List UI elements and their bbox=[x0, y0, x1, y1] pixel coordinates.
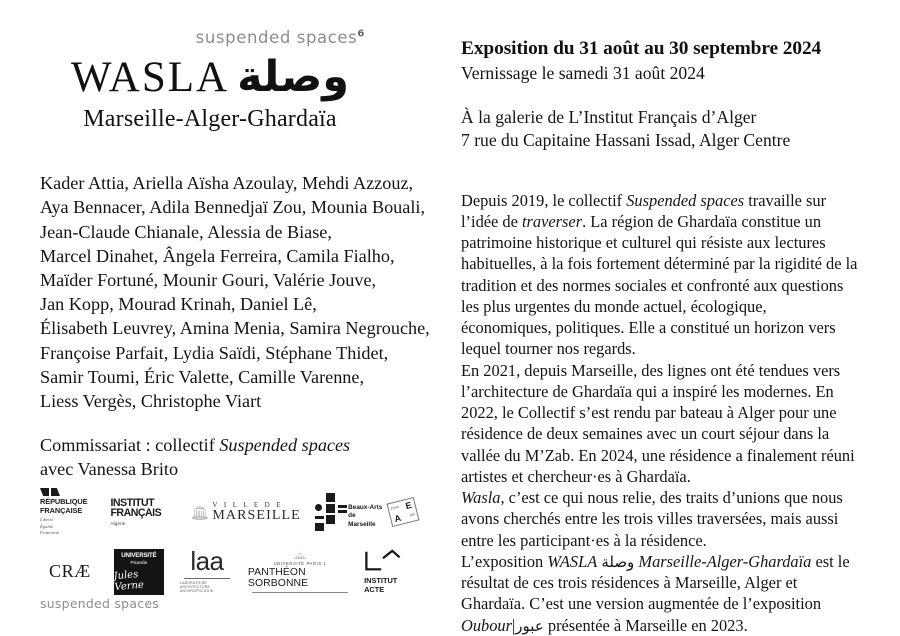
crae-logo bbox=[40, 561, 100, 582]
institut-acte-logo bbox=[364, 549, 420, 595]
p1-part-a: Depuis 2019, le collectif bbox=[461, 190, 627, 210]
p4-arabic-wasla: وصلة bbox=[601, 552, 635, 571]
pantheon-sorbonne-divider bbox=[252, 592, 348, 593]
p4-italic-oubour: Oubour bbox=[461, 615, 512, 635]
motto-liberte: Liberté bbox=[40, 517, 54, 523]
partner-logos-row-2 bbox=[40, 544, 420, 599]
title-line bbox=[45, 52, 375, 102]
suspended-spaces-footer-logo: suspended spaces bbox=[40, 596, 160, 611]
laa-text: laa bbox=[190, 546, 224, 577]
title-subtitle: Marseille-Alger-Ghardaïa bbox=[83, 106, 337, 133]
venue-line-2: 7 rue du Capitaine Hassani Issad, Alger Centre bbox=[461, 130, 791, 151]
motto-fraternite: Fraternité bbox=[40, 529, 59, 535]
laa-logo bbox=[179, 546, 234, 593]
partner-logos bbox=[40, 482, 420, 599]
artists-line: Élisabeth Leuvrey, Amina Menia, Samira Negrouche, bbox=[40, 318, 430, 339]
institut-francais-logo bbox=[110, 498, 170, 527]
partner-logos-row-1 bbox=[40, 482, 420, 542]
exhibition-description bbox=[461, 190, 861, 636]
esadmm-micro-2: MM bbox=[409, 512, 416, 518]
p4-part-b: est le résultat de ces trois résidences à Marseille, Alger et Ghardaïa. C’est une version augmentée de l’exposition bbox=[461, 551, 850, 614]
p4-italic-cities: Marseille-Alger-Ghardaïa bbox=[638, 551, 812, 571]
exhibition-dates: Exposition du 31 août au 30 septembre 2024 bbox=[461, 38, 822, 59]
artists-line: Jan Kopp, Mourad Krinah, Daniel Lê, bbox=[40, 294, 317, 315]
beaux-arts-line-1: Beaux-Arts bbox=[348, 504, 383, 512]
upjv-line-2: Picardie bbox=[130, 559, 148, 565]
esadmm-logo bbox=[387, 500, 420, 524]
curation-credit bbox=[40, 433, 440, 481]
artists-list bbox=[40, 171, 440, 413]
p4-italic-wasla-title: WASLA bbox=[547, 551, 598, 571]
curation-prefix: Commissariat : collectif bbox=[40, 435, 220, 456]
vernissage-date: Vernissage le samedi 31 août 2024 bbox=[461, 63, 705, 84]
esadmm-mark-icon bbox=[387, 497, 420, 527]
right-column bbox=[461, 36, 861, 636]
beaux-arts-grid-icon bbox=[315, 493, 345, 531]
pantheon-sorbonne-line-1: UNIVERSITÉ PARIS 1 bbox=[273, 560, 327, 566]
marseille-crest-icon bbox=[191, 497, 209, 527]
ville-de-marseille-line-1: V I L L E D E bbox=[212, 500, 283, 509]
institut-acte-line-2: ACTE bbox=[364, 585, 385, 594]
left-column bbox=[40, 28, 440, 482]
universite-picardie-jules-verne-logo bbox=[114, 549, 164, 595]
esadmm-micro-1: ESAD bbox=[390, 504, 401, 511]
esadmm-letter-a: A bbox=[393, 512, 403, 525]
republique-francaise-motto bbox=[40, 517, 59, 536]
institut-francais-country: Algérie bbox=[110, 521, 126, 527]
artists-line: Maïder Fortuné, Mounir Gouri, Valérie Jouve, bbox=[40, 269, 377, 290]
description-paragraph-1 bbox=[461, 190, 861, 360]
pantheon-dome-icon bbox=[292, 551, 308, 560]
artists-line: Kader Attia, Ariella Aïsha Azoulay, Mehdi Azzouz, bbox=[40, 173, 414, 194]
esadmm-letter-e: E bbox=[404, 499, 414, 512]
curation-line-2: avec Vanessa Brito bbox=[40, 459, 179, 480]
republique-francaise-logo bbox=[40, 488, 96, 536]
description-paragraph-3 bbox=[461, 487, 861, 551]
artists-line: Samir Toumi, Éric Valette, Camille Varenne, bbox=[40, 366, 365, 387]
beaux-arts-line-2: de Marseille bbox=[348, 512, 376, 528]
beaux-arts-marseille-logo bbox=[315, 493, 383, 531]
description-paragraph-4 bbox=[461, 551, 861, 636]
republique-francaise-line-2: FRANÇAISE bbox=[40, 505, 83, 515]
p3-italic-wasla: Wasla bbox=[461, 488, 501, 508]
institut-francais-line-2: FRANÇAIS bbox=[110, 507, 162, 519]
p4-pipe: | bbox=[512, 615, 516, 635]
p4-arabic-oubour: عبور bbox=[515, 616, 544, 635]
p1-italic-suspended-spaces: Suspended spaces bbox=[626, 190, 745, 210]
venue-info bbox=[461, 106, 861, 153]
p1-italic-traverser: traverser bbox=[521, 211, 583, 231]
p4-part-c: présentée à Marseille en 2023. bbox=[543, 615, 748, 635]
artists-line: Aya Bennacer, Adila Bennedjaï Zou, Mounia Bouali, bbox=[40, 197, 425, 218]
institut-acte-bracket-icon bbox=[364, 549, 402, 573]
artists-line: Jean-Claude Chianale, Alessia de Biase, bbox=[40, 221, 332, 242]
motto-egalite: Égalité bbox=[40, 523, 54, 529]
suspended-spaces-logo-text: suspended spaces bbox=[195, 28, 358, 47]
title-latin: WASLA bbox=[70, 54, 230, 101]
french-flag-icon bbox=[40, 488, 60, 496]
institut-acte-line-1: INSTITUT bbox=[364, 575, 398, 585]
institut-francais-line-1: INSTITUT bbox=[110, 496, 155, 509]
pantheon-sorbonne-logo bbox=[248, 551, 352, 593]
curation-line-1 bbox=[40, 433, 440, 457]
description-paragraph-2: En 2021, depuis Marseille, des lignes ont été tendues vers l’architecture de Ghardaïa qui a inspiré les modernes. En 2022, le Collectif s’est rendu par bateau à Alger pour une résidence de deux semaines avec un court séjour dans la vallée du M’Zab. En 2024, une résidence a finalement réuni artistes et chercheur·es à Ghardaïa. bbox=[461, 360, 855, 486]
suspended-spaces-logo bbox=[145, 28, 415, 47]
suspended-spaces-edition-superscript: 6 bbox=[357, 28, 365, 40]
ville-de-marseille-logo bbox=[191, 497, 301, 527]
p1-part-b: travaille sur l’idée de bbox=[461, 190, 827, 231]
crae-text: CRÆ bbox=[48, 561, 91, 581]
laa-subtitle: LABORATOIRE ARCHITECTURE ANTHROPOLOGIE bbox=[179, 580, 214, 593]
upjv-line-1: UNIVERSITÉ bbox=[121, 551, 157, 559]
pantheon-sorbonne-line-2: PANTHÉON SORBONNE bbox=[247, 566, 309, 589]
artists-line: Marcel Dinahet, Ângela Ferreira, Camila Fialho, bbox=[40, 245, 395, 266]
artists-line: Françoise Parfait, Lydia Saïdi, Stéphane Thidet, bbox=[40, 342, 389, 363]
republique-francaise-line-1: RÉPUBLIQUE bbox=[40, 496, 88, 506]
curation-collective-name: Suspended spaces bbox=[219, 435, 351, 456]
laa-divider bbox=[184, 578, 230, 579]
p3-rest: , c’est ce qui nous relie, des traits d’unions que nous avons cherchés entre les trois villes traversées, mais aussi entre les participant·es à la résidence. bbox=[461, 488, 843, 550]
upjv-signature: Jules Verne bbox=[112, 568, 145, 593]
venue-line-1: À la galerie de L’Institut Français d’Alger bbox=[461, 106, 757, 127]
p1-part-c: . La région de Ghardaïa constitue un patrimoine historique et culturel qui résiste aux lectures habituelles, à la fois fortement déterminé par la rigidité de la tradition et des normes sociales et confronté aux questions les plus urgentes du monde actuel, écologique, économiques, politiques. Elle a constitué un horizon vers lequel tourner nos regards. bbox=[461, 211, 858, 359]
ville-de-marseille-line-2: MARSEILLE bbox=[212, 507, 301, 523]
p4-part-a: L’exposition bbox=[461, 551, 548, 571]
artists-line: Liess Vergès, Christophe Viart bbox=[40, 390, 262, 411]
title-arabic: وصلة bbox=[237, 52, 350, 102]
